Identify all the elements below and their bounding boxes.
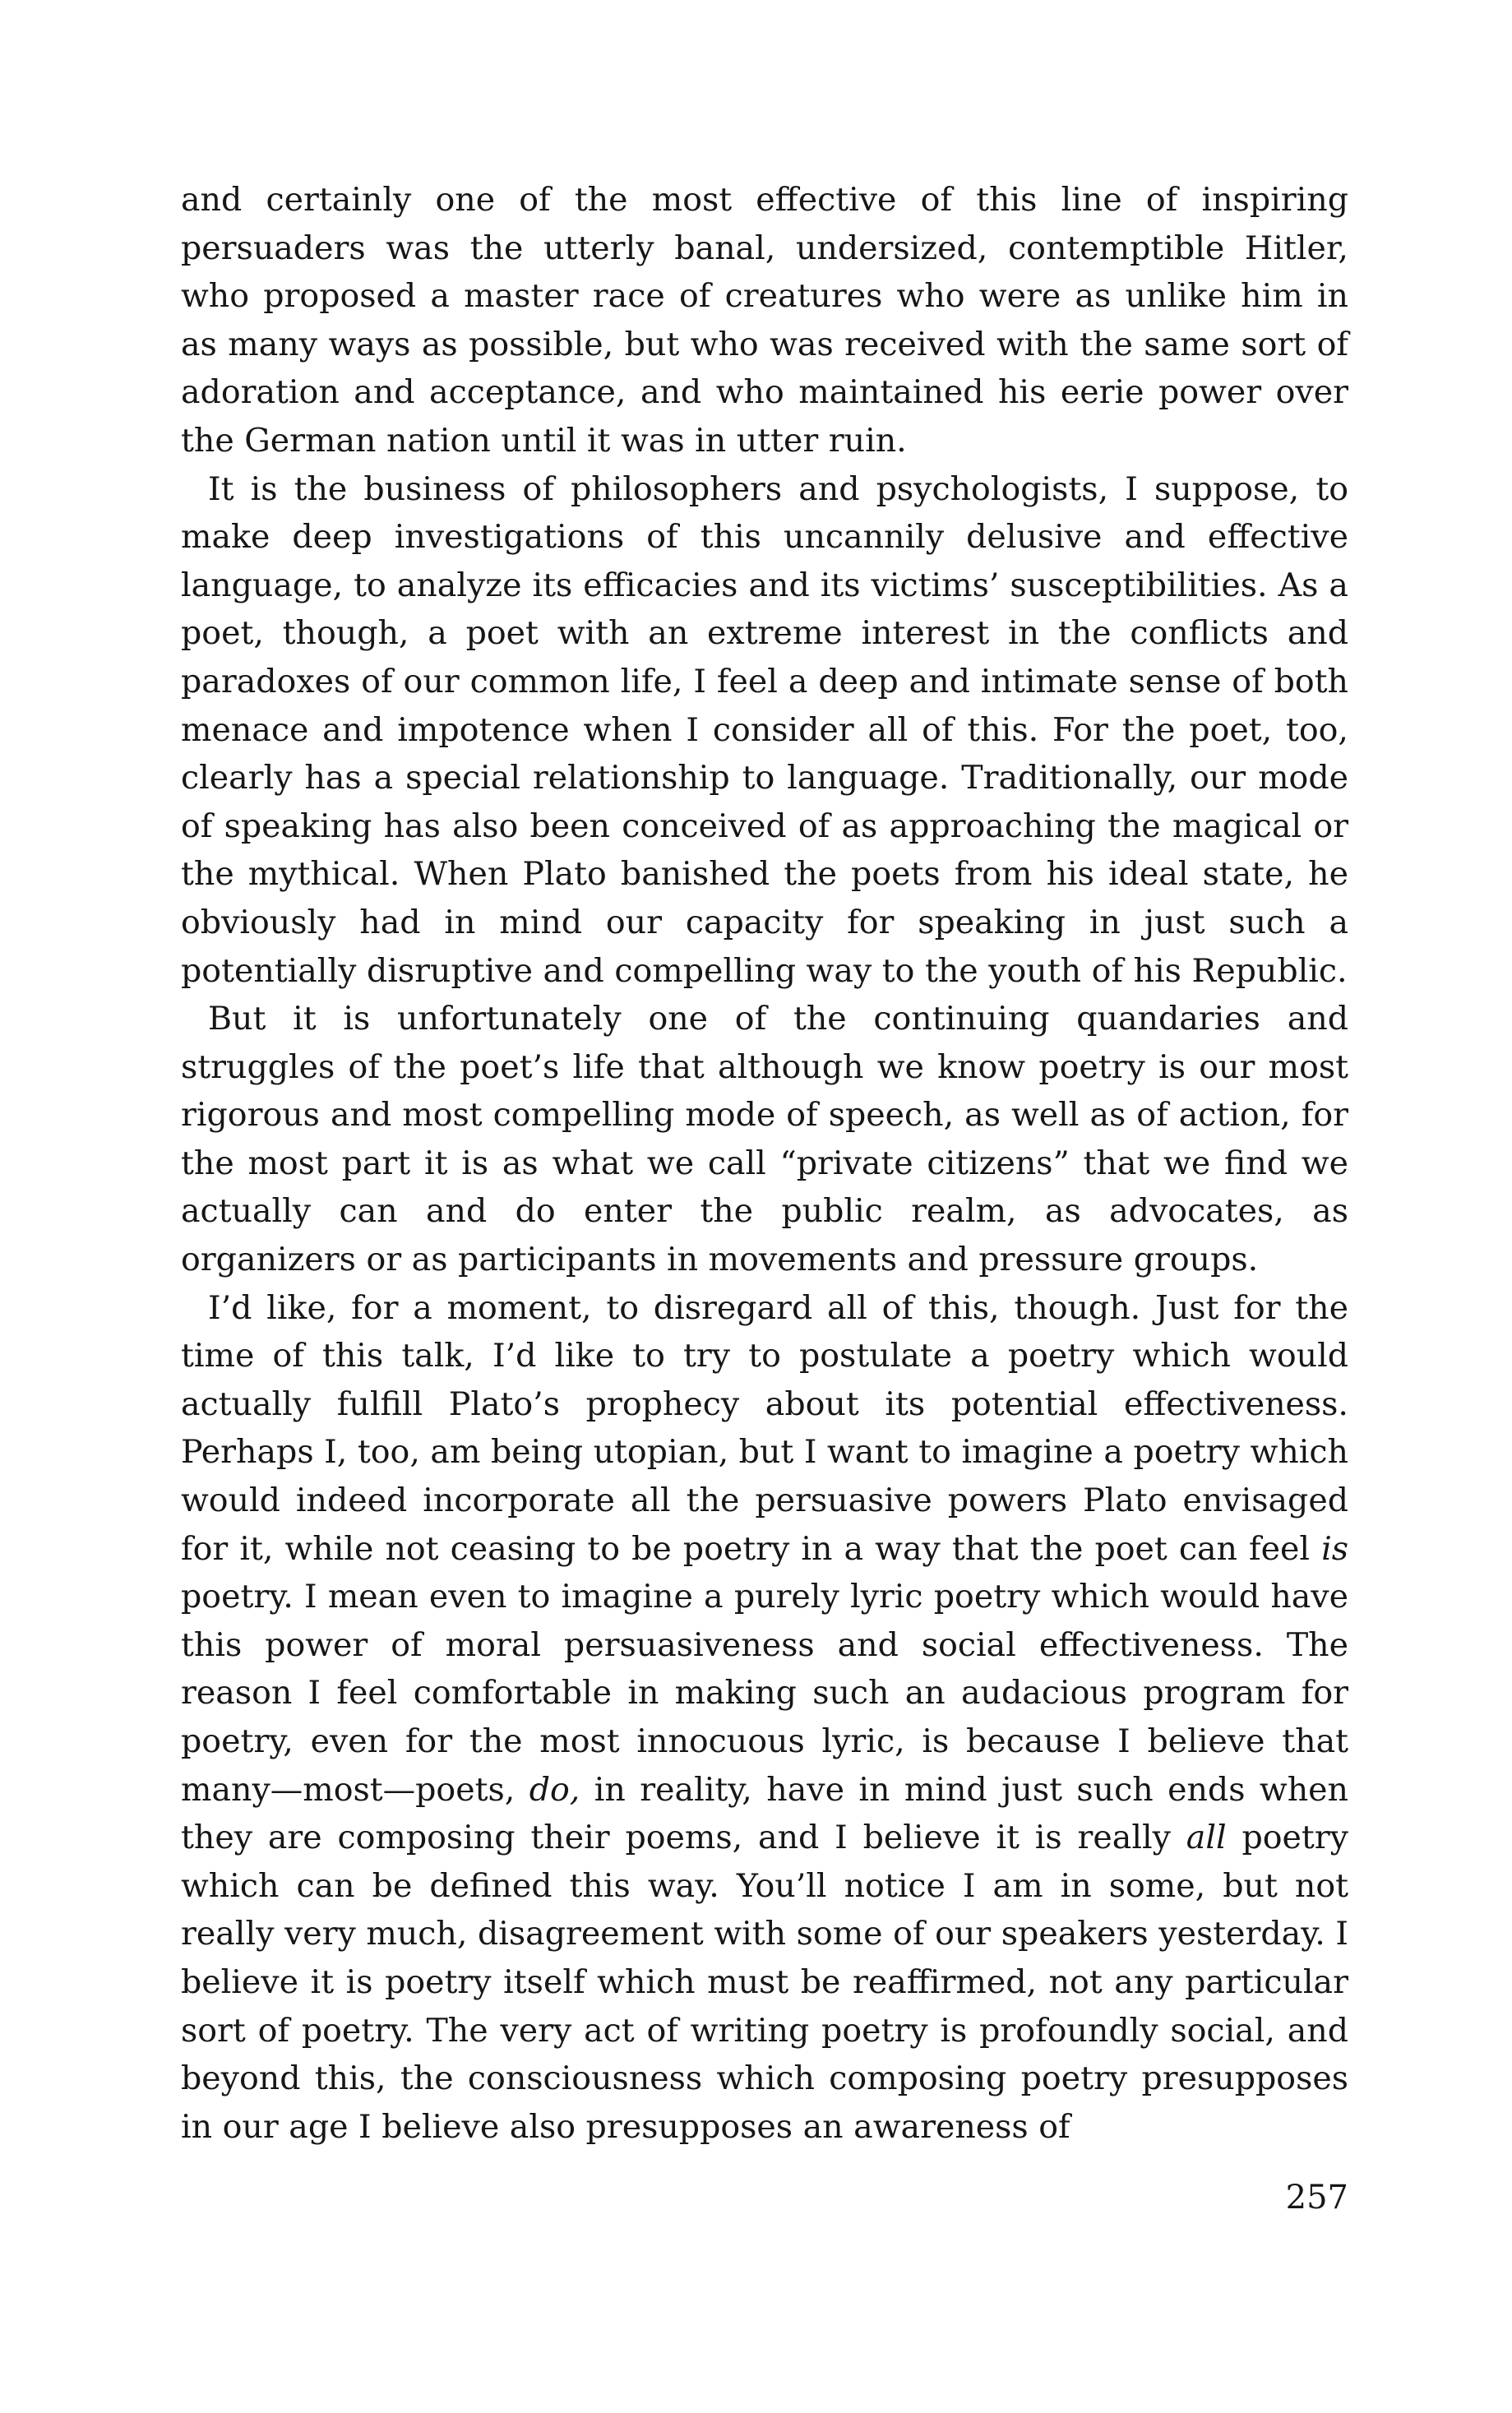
paragraph-4-text: poetry. I mean even to imagine a purely lyric poetry which would have this power of moral persuasiveness and social effectiveness. The reason I feel comfortable in making such an audacious program for poetry, even for the most innocuous lyric, is because I believe that many—most—poets, (181, 1578, 1348, 1809)
paragraph-1: and certainly one of the most effective of this line of inspiring persuaders was the utterly banal, undersized, contemptible Hitler, who proposed a master race of creatures who were as unlike him in as many ways as possible, but who was received with the same sort of adoration and acceptance, and who maintained his eerie power over the German nation until it was in utter ruin. (181, 181, 1348, 460)
page-number: 257 (1285, 2179, 1348, 2217)
emphasis-is: is (1321, 1529, 1348, 1568)
paragraph-4 (181, 1284, 1348, 2152)
page-body (181, 176, 1348, 2151)
emphasis-all: all (1186, 1819, 1227, 1857)
emphasis-do: do, (529, 1770, 580, 1809)
paragraph-4-text: poetry which can be defined this way. You’ll notice I am in some, but not really very much, disagreement with some of our speakers yesterday. I believe it is poetry itself which must be reaffirmed, not any particular sort of poetry. The very act of writing poetry is profoundly social, and beyond this, the consciousness which composing poetry presupposes in our age I believe also presupposes an awareness of (181, 1819, 1348, 2146)
paragraph-2: It is the business of philosophers and psychologists, I suppose, to make deep investigations of this uncannily delusive and effective language, to analyze its efficacies and its victims’ susceptibilities. As a poet, though, a poet with an extreme interest in the conflicts and paradoxes of our common life, I feel a deep and intimate sense of both menace and impotence when I consider all of this. For the poet, too, clearly has a special relationship to language. Traditionally, our mode of speaking has also been conceived of as approaching the magical or the mythical. When Plato banished the poets from his ideal state, he obviously had in mind our capacity for speaking in just such a potentially disruptive and compelling way to the youth of his Republic. (181, 469, 1348, 990)
paragraph-4-text: I’d like, for a moment, to disregard all of this, though. Just for the time of this talk, I’d like to try to postulate a poetry which would actually fulfill Plato’s prophecy about its potential effectiveness. Perhaps I, too, am being utopian, but I want to imagine a poetry which would indeed incorporate all the persuasive powers Plato envisaged for it, while not ceasing to be poetry in a way that the poet can feel (181, 1288, 1348, 1568)
paragraph-4-text: in reality, have in mind just such ends when they are composing their poems, and I believe it is really (181, 1770, 1348, 1857)
paragraph-3: But it is unfortunately one of the continuing quandaries and struggles of the poet’s life that although we know poetry is our most rigorous and most compelling mode of speech, as well as of action, for the most part it is as what we call “private citizens” that we find we actually can and do enter the public realm, as advocates, as organizers or as participants in movements and pressure groups. (181, 1000, 1348, 1279)
